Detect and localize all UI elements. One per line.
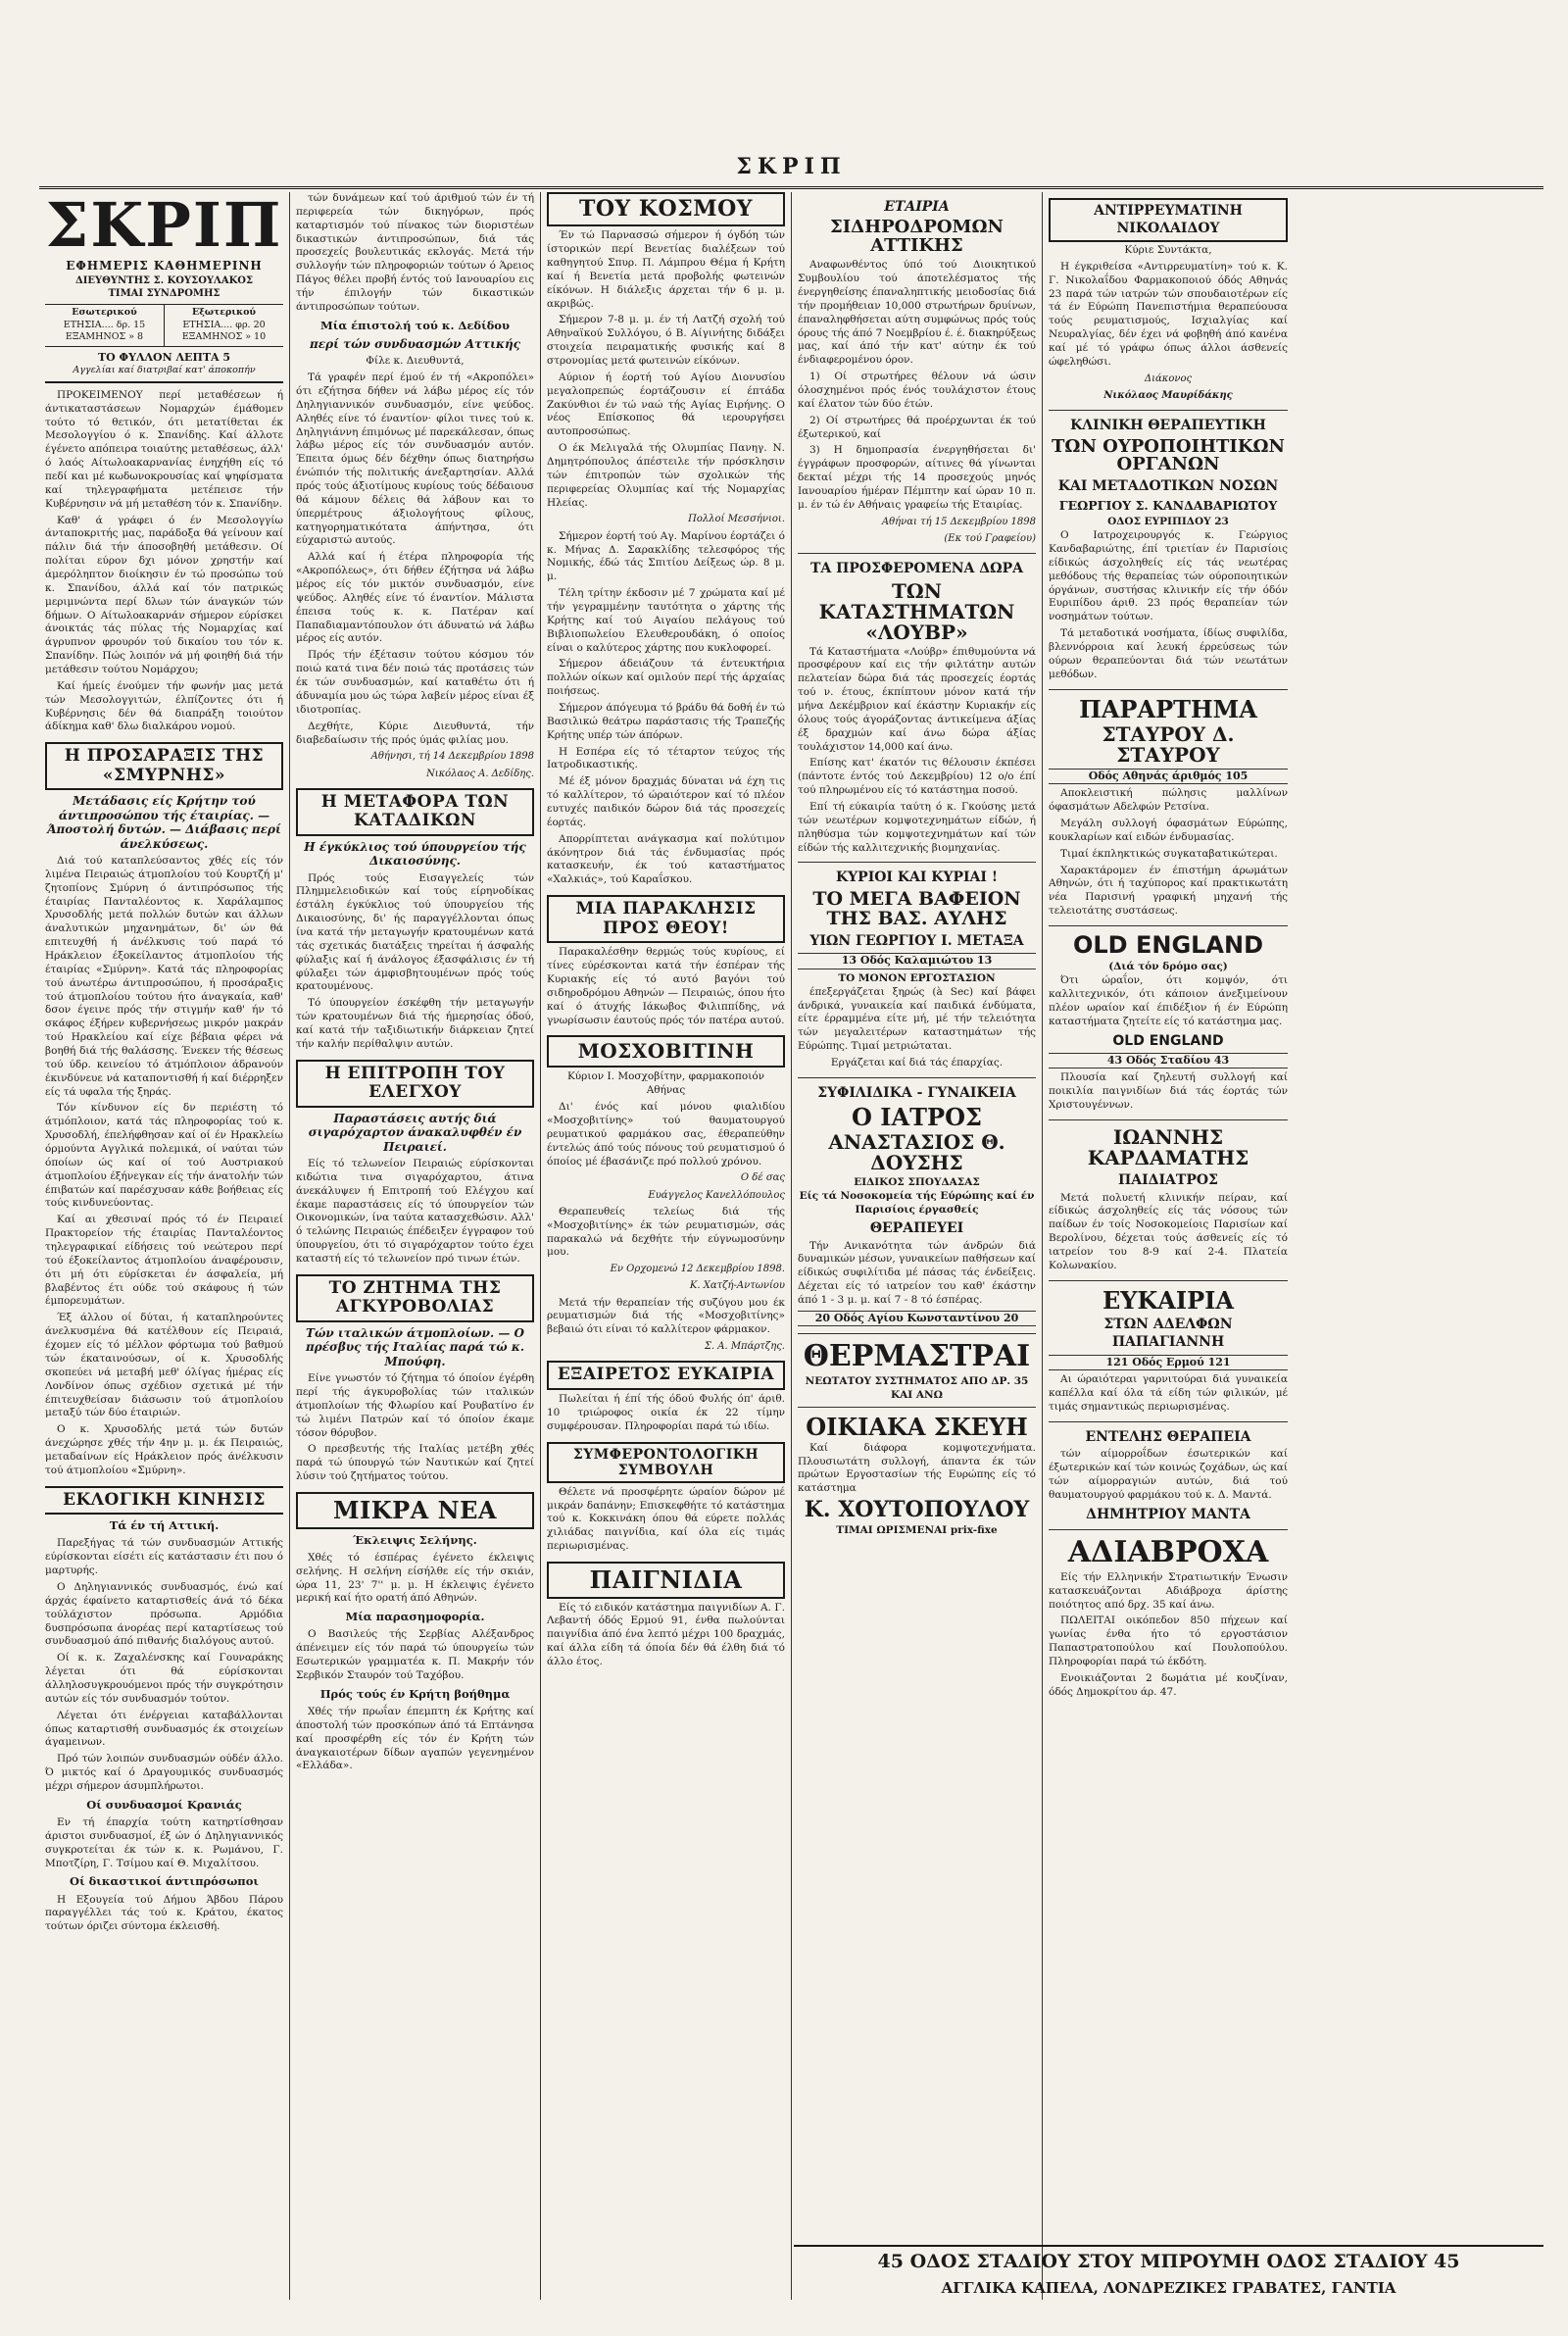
article-headline: ΤΟΥ ΚΟΣΜΟΥ	[547, 192, 785, 226]
ad-title: ΚΛΙΝΙΚΗ ΘΕΡΑΠΕΥΤΙΚΗ	[1070, 418, 1266, 434]
ad-title: ΚΥΡΙΟΙ ΚΑΙ ΚΥΡΙΑΙ !	[836, 870, 998, 886]
ad-text: Επί τή εύκαιρία ταύτη ό κ. Γκούσης μετά τών νεωτέρων κομψοτεχνημάτων είδών, ή πληθύσμα τών κομψοτεχνημάτων καί τών είδών τής καλλιτεχνικής βιομηχανίας.	[798, 801, 1036, 854]
foreign-half: ΕΞΑΜΗΝΟΣ » 10	[181, 331, 267, 343]
ad-headline: OLD ENGLAND	[1072, 931, 1264, 960]
article-text: Μέ έξ μόνον δραχμάς δύναται νά έχη τις τό καλλίτερον, τό ώραιότερον καί τό πλέον ευτυχές παιδικόν δώρον διά τάς προσεχείς έορτάς.	[547, 775, 785, 828]
article-text: Αύριον ή έορτή τού Αγίου Διονυσίου μεγαλοπρεπώς έορτάζουσιν εί έπτάδα Ζακύνθιοι έν τώ ναώ τής Αγίας Ειρήνης. Ο νέος Επίσκοπος θά ιερουργήσει αυτοπροσώπως.	[547, 371, 785, 438]
ad-text: Ο Ιατροχειρουργός κ. Γεώργιος Κανδαβαριώτης, έπί τριετίαν έν Παρισίοις είδικώς άσχοληθείς είς τάς νεωτέρας μεθόδους τής θεραπείας τών ούροποιητικών όργάνων, συστήσας κλινικήν είς τήν όδόν Ευριπίδου άριθ. 23 πρός θεραπείαν τών νοσημάτων τούτων.	[1049, 529, 1288, 623]
article-text: Η Εσπέρα είς τό τέταρτον τεύχος τής Ιατροδικαστικής.	[547, 745, 785, 771]
article-text: Είς τό τελωνείον Πειραιώς εύρίσκονται κιδώτια τινα σιγαρόχαρτου, άτινα άνεκάλυψεν ή Επιτροπή τού Ελέγχου καί έκαμε παραστάσεις είς τό ύπουργείον τών Οικονομικών, ίνα ταύτα κατασχεθώσιν. Αλλ' ό τελώνης Πειραιώς έπέδειξεν έγγραφον τού ύπουργείου, ότι τό σιγαρόχαρτον τούτο έχει καταστή είς τό τελωνείον πρό τινων έτών.	[296, 1158, 534, 1266]
advertisement	[1049, 689, 1288, 925]
ad-text: Αι ώραιότεραι γαρνιτούραι διά γυναικεία καπέλλα καί όλα τά είδη τών φιλικών, μέ τιμάς σημαντικώς περιωρισμένας.	[1049, 1373, 1288, 1414]
masthead-director: ΔΙΕΥΘΥΝΤΗΣ Σ. ΚΟΥΣΟΥΛΑΚΟΣ	[74, 274, 254, 286]
ad-name: ΣΤΑΥΡΟΥ Δ. ΣΤΑΥΡΟΥ	[1102, 721, 1235, 767]
article-text: Σήμερον άπόγευμα τό βράδυ θά δοθή έν τώ Βασιλικώ θεάτρω παράστασις τής Τραπεζής Κρήτης υπέρ τών άπόρων.	[547, 701, 785, 741]
ad-price-note: ΤΙΜΑΙ ΩΡΙΣΜΕΝΑΙ prix-fixe	[836, 1524, 998, 1537]
column-5	[1043, 192, 1294, 2300]
ad-text: Τιμαί έκπληκτικώς συγκαταβατικώτεραι.	[1060, 847, 1278, 860]
article-subheadline: Τά έν τή Αττική.	[109, 1518, 220, 1533]
page-columns	[39, 192, 1544, 2300]
article-text: Παρεξήγας τά τών συνδυασμών Αττικής εύρίσκονται είσέτι είς κατάστασιν έτι που ό μαρτυρής.	[45, 1537, 283, 1577]
ad-text: έπεξεργάζεται ξηρώς (à Sec) καί βάφει άνδρικά, γυναικεία καί παιδικά ένδύματα, είτε έρραμμένα είτε μή, μέ τήν τελειότητα τών μεγαλειτέρων καταστημάτων τής Εύρώπης. Τιμαί μετριώταται.	[798, 985, 1036, 1053]
article-subheadline: Πρός τούς έν Κρήτη βοήθημα	[319, 1686, 511, 1701]
article-headline: Η ΜΕΤΑΦΟΡΑ ΤΩΝ ΚΑΤΑΔΙΚΩΝ	[296, 788, 534, 836]
article-text: Είνε γνωστόν τό ζήτημα τό όποίον έγέρθη περί τής άγκυροβολίας τών ιταλικών άτμοπλοίων τής Φλωρίου καί Ρουβατίνο έν τώ λιμένι Πατρών καί τό όποίον έκαμε τόσον θόρυβον.	[296, 1372, 534, 1439]
article-text: Λέγεται ότι ένέργειαι καταβάλλονται όπως καταρτισθή συνδυασμός έκ στοιχείων άγαμεινων.	[45, 1709, 283, 1749]
ad-subheadline: ΠΑΙΔΙΑΤΡΟΣ	[1118, 1172, 1218, 1189]
advertisement	[1049, 192, 1288, 410]
article-text: τών δυνάμεων καί τού άριθμού τών έν τή περιφερεία τών δικηγόρων, πρός καταρτισμόν τού πίνακος τών διοριστέων δικαστικών άντιπροσώπων, διά τάς προσεχείς βουλευτικάς εκλογάς. Μετά τήν συλλογήν τών πληροφοριών τούτων ό Άρειος Πάγος θέλει προβή έντός τού Ιανουαρίου εις τήν έπιλογήν τών δικαστικών άντιπροσώπων τούτων.	[296, 192, 534, 313]
ad-text: Μετά πολυετή κλινικήν πείραν, καί είδικώς άσχοληθείς είς τάς νόσους τών παίδων έν τοίς Νοσοκομείοις Παρισίων καί Βερολίνου, δέχεται τούς άσθενείς είς τό ιατρείον του 8-9 καί 2-4. Πλατεία Κολωνακίου.	[1049, 1191, 1288, 1271]
ad-text: Πλουσία καί ζηλευτή συλλογή καί ποικιλία παιγνιδίων διά τάς έορτάς τών Χριστουγέννων.	[1049, 1071, 1288, 1112]
advertisement	[798, 1333, 1036, 1406]
advertisement	[798, 1077, 1036, 1334]
ad-text: 3) Η δημοπρασία ένεργηθήσεται δι' έγγράφων προσφορών, αίτινες θά γίνωνται δεκταί μέχρι τής 14 προσεχούς μηνός Ιανουαρίου ήμέραν Πέμπτην καί ώραν 10 π. μ. έν τώ έν Αθήναις γραφείω τής Εταιρίας.	[798, 444, 1036, 511]
ad-title: ΤΑ ΠΡΟΣΦΕΡΟΜΕΝΑ ΔΩΡΑ	[810, 561, 1023, 577]
signature: Ο δέ σας	[740, 1172, 785, 1184]
article-subheadline: Οί συνδυασμοί Κρανιάς	[86, 1797, 242, 1812]
ad-text: Αναφωνθέντος ύπό τού Διοικητικού Συμβουλίου τού άποτελέσματος τής ένεργηθείσης έπαναληπτικής μειοδοσίας διά τήν προμήθειαν 10,000 στρωτήρων δρυίνων, έπαναληφθήσεται αύτη συμφώνως πρός τούς όρους τής άπό 7 Νοεμβρίου έ. έ. διακηρύξεως μας, καί άπό τήν κατ' αύτην έκ τού ένδιαφερομένου όρον.	[798, 259, 1036, 367]
article-headline: ΜΙΚΡΑ ΝΕΑ	[296, 1492, 534, 1529]
advertisement	[798, 192, 1036, 553]
letter-signature: Νικόλαος Α. Δεδίδης.	[425, 768, 534, 779]
column-4	[792, 192, 1043, 2300]
article-headline: Η ΠΡΟΣΑΡΑΞΙΣ ΤΗΣ «ΣΜΥΡΝΗΣ»	[45, 742, 283, 790]
ad-text: Είς τήν Ελληνικήν Στρατιωτικήν Ένωσιν κατασκευάζονται Αδιάβροχα άρίστης ποιότητος από δρχ. 35 καί άνω.	[1049, 1570, 1288, 1611]
prices-title: ΤΙΜΑΙ ΣΥΝΔΡΟΜΗΣ	[108, 288, 220, 300]
ad-name: Κ. ΧΟΥΤΟΠΟΥΛΟΥ	[804, 1497, 1030, 1523]
footer-ad-line-2: ΑΓΓΛΙΚΑ ΚΑΠΕΛΑ, ΛΟΝΔΡΕΖΙΚΕΣ ΓΡΑΒΑΤΕΣ, ΓΑΝΤΙΑ	[941, 2279, 1396, 2297]
advertisement	[1049, 410, 1288, 689]
signature: Σ. Α. Μπάρτζης.	[704, 1341, 785, 1353]
advertisement	[798, 1407, 1036, 1543]
article-text: Χθές τό έσπέρας έγένετο έκλειψις σελήνης. Η σελήνη είσήλθε είς τήν σκιάν, ώρα 11, 23' 7'' μ. μ. Η έκλειψις έγένετο μερική καί ήτο ορατή άπό Αθηνών.	[296, 1551, 534, 1605]
ad-address: Οδός Αθηνάς άριθμός 105	[1049, 769, 1288, 785]
article-text: Παρακαλέσθην θερμώς τούς κυρίους, εί τίνες εύρέσκονται κατά τήν έσπέραν τής Κυριακής είς τό αυτό βαγόνι τού σιδηροδρόμου Αθηνών — Πειραιώς, όπου ήτο καί ό άτυχής Ιάκωβος Φιλιππίδης, νά γνωρίσωσιν έαυτούς πρός τόν πατέρα αυτού.	[547, 946, 785, 1026]
advertisement	[1049, 925, 1288, 1119]
article-headline: ΕΞΑΙΡΕΤΟΣ ΕΥΚΑΙΡΙΑ	[547, 1361, 785, 1390]
article-text: Απορρίπτεται ανάγκασμα καί πολύτιμον άκόνητρον διά τάς ένδυμασίας πρός κατασκευήν, έκ τού καταστήματος «Χαλκιάς», τού Καραΐσκου.	[547, 832, 785, 886]
ad-text: Τήν Ανικανότητα τών άνδρών διά δυναμικών μέσων, γυναικείων παθήσεων καί είδικώς συφιλίτιδα μέ πάσας τάς ένδείξεις. Δέχεται είς τό ιατρείον του καθ' έκάστην άπό 1 - 3 μ. μ. καί 7 - 8 τό έσπέρας.	[798, 1239, 1036, 1306]
ad-headline: Ο ΙΑΤΡΟΣ	[852, 1103, 982, 1132]
column-2	[290, 192, 541, 2300]
ad-greeting: Κύριε Συντάκτα,	[1124, 243, 1212, 256]
ad-headline: ΕΝΤΕΛΗΣ ΘΕΡΑΠΕΙΑ	[1085, 1428, 1251, 1445]
article-text: Χθές τήν πρωΐαν έπεμπτη έκ Κρήτης καί άποστολή τών προσκόπων άπό τά Επτάνησα καί προσφέρθη είς τόν έν Κρήτη τών άναγκαιοτέρων δίδων αγαπών γεγενημένον «Ελλάδα».	[296, 1706, 534, 1772]
ad-address: 43 Οδός Σταδίου 43	[1049, 1053, 1288, 1069]
ad-subheadline: ΝΕΩΤΑΤΟΥ ΣΥΣΤΗΜΑΤΟΣ ΑΠΟ ΔΡ. 35 ΚΑΙ ΑΝΩ	[805, 1374, 1029, 1401]
ad-headline: ΣΙΔΗΡΟΔΡΟΜΩΝ ΑΤΤΙΚΗΣ	[830, 217, 1004, 257]
article-text: Σήμερον έορτή τού Αγ. Μαρίνου έορτάζει ό κ. Μήνας Δ. Σαρακλίδης τελεσφόρος τής Νομικής, έδώ τάς Σπιτίου Δείξεως ώρ. 8 μ. μ.	[547, 529, 785, 583]
article-text: Δεχθήτε, Κύριε Διευθυντά, τήν διαβεδαίωσιν τής πρός ύμάς φιλίας μου.	[296, 720, 534, 746]
ad-title: ΕΤΑΙΡΙΑ	[884, 199, 950, 215]
advertisement	[1049, 1119, 1288, 1280]
article-text: Μετά τήν θεραπείαν τής συζύγου μου έκ ρευματισμών διά τής «Μοσχοβιτίνης» βεβαιώ ότι είναι τό καλλίτερον φάρμακον.	[547, 1296, 785, 1336]
article-text: Πρός τούς Εισαγγελείς τών Πλημμελειοδικών καί τούς είρηνοδίκας έστάλη έγκύκλιος τού ύπουργείου τής Δικαιοσύνης, δι' ής παραγγέλλονται όπως ίνα κατά τήν μεταγωγήν κρατουμένων κατά τάς σχετικάς διατάξεις τηρείται ή άσφαλής φύλαξις καί ή άνάλογος έξασφάλισις έν τή φύλαξει τών άμφισβητουμένων πρός τούς κρατουμένους.	[296, 871, 534, 993]
article-headline: Η ΕΠΙΤΡΟΠΗ ΤΟΥ ΕΛΕΓΧΟΥ	[296, 1060, 534, 1108]
signature: Ευάγγελος Κανελλόπουλος	[648, 1189, 785, 1201]
ad-text: Ότι ώραΐον, ότι κομψόν, ότι καλλιτεχνικόν, ότι κάποιον άνεξιμείνουν πλέον ωραίον καί έπιδέξιον ή έν Εύρώπη καταστήματα ζητείτε είς τό κατάστημα μας.	[1049, 974, 1288, 1027]
ad-headline: ΟΙΚΙΑΚΑ ΣΚΕΥΗ	[806, 1412, 1028, 1441]
ad-title: ΣΥΦΙΛΙΔΙΚΑ - ΓΥΝΑΙΚΕΙΑ	[817, 1084, 1016, 1101]
ad-signature: (Εκ τού Γραφείου)	[944, 532, 1036, 544]
article-headline: ΜΟΣΧΟΒΙΤΙΝΗ	[547, 1035, 785, 1068]
ad-headline: ΠΑΡΑΡΤΗΜΑ	[1079, 694, 1257, 723]
ad-date: Αθήναι τή 15 Δεκεμβρίου 1898	[881, 516, 1036, 527]
ad-text: Αποκλειστική πώλησις μαλλίνων όφασμάτων Αδελφών Ρετσίνα.	[1049, 787, 1288, 814]
foreign-label: Εξωτερικού	[191, 307, 257, 319]
article-text: Διά τού καταπλεύσαντος χθές είς τόν λιμένα Πειραιώς άτμοπλοίου τού Κουρτζή μ' ζητοπίονς Σμύρνη ό άντιπρόσωπος τής έταιρίας Πανταλέοντος κ. Χαράλαμπος Χρυσοδλής μετά πολλών δυτών και άλλων άναλυτικών μηχανημάτων, δι' ών θά επιτευχθή ή άνέλκυσις τού παρά τό Ηράκλειον έξοκείλαντος άτμοπλοίου τής έταιρίας «Σμύρνη». Κατά τάς πληροφορίας τού άνωτέρω άντιπροσώπου, ή προσάραξις τού άτμοπλοίου τούτου ήτο άναγκαία, καθ' δσον έγεινε πρός τήν στιγμήν καθ' ήν τό σκάφος έξήρεν κυβερνήσεως μικρόν μακράν τού Ηρακλείου καί είχε βέβαια φέρει νά βοηθή διά τής θαλάσσης. Ένεκεν τής θέσεως τού ύδρ. κεινείου τό άτμόπλοιον άδρανούν έκινδύνευε νά καταποντισθή ή καί διέρρηξεν είς τά υφαλα τής ξηράς.	[45, 854, 283, 1098]
subscription-prices	[45, 304, 283, 347]
article-subheadline: Παραστάσεις αυτής διά σιγαρόχαρτον άνακαλυφθέν έν Πειραιεί.	[308, 1111, 522, 1154]
article-text: Σήμερον 7-8 μ. μ. έν τή Λατζή σχολή τού Αθηναϊκού Συλλόγου, ό Β. Αίγινήτης διδάξει στοιχεία πειραματικής φυσικής καί 8 στρονομίας μετά φωτεινών είκόνων.	[547, 314, 785, 368]
ad-text: Ενοικιάζονται 2 δωμάτια μέ κουζίναν, όδός Δημοκρίτου άρ. 47.	[1049, 1671, 1288, 1698]
article-subheadline: περί τών συνδυασμών Αττικής	[310, 336, 520, 351]
article-headline: ΠΑΙΓΝΙΔΙΑ	[547, 1562, 785, 1599]
ad-address: 13 Οδός Καλαμιώτου 13	[798, 953, 1036, 969]
column-3	[541, 192, 792, 2300]
ad-address: ΟΔΟΣ ΕΥΡΙΠΙΔΟΥ 23	[1107, 516, 1229, 528]
ad-subheadline: Είς τά Νοσοκομεία τής Εύρώπης καί έν Παρισίοις έργασθείς	[799, 1190, 1035, 1217]
article-text: Ο έκ Μελιγαλά τής Ολυμπίας Πανηγ. Ν. Δημητρόπουλος άπέστειλε τήν πρόσκλησιν τών έπιτροπών τών σχολικών τής περιφερείας Ολυμπίας καί τής Νομαρχίας Ηλείας.	[547, 442, 785, 509]
ad-signature: Διάκονος	[1144, 373, 1193, 384]
ad-text: τών αίμορροΐδων έσωτερικών καί έξωτερικών καί τών κοινώς ζοχάδων, ώς καί τών αίμορραγιών αυτών, διά τού θαυματουργού φαρμάκου τού κ. Δ. Μαντά.	[1049, 1448, 1288, 1501]
ad-name: OLD ENGLAND	[1112, 1032, 1224, 1049]
article-text: Έξ άλλου οί δύται, ή καταπληρούντες άνελκυσμένα θά κατέλθουν είς Πειραιά, έχομεν είς τό μέλλον φόρτωμα τού βαθμού τών έκαταινούσων, οί κ. Χρυσοδλής σκοπεύει νά μεταβή μεθ' όλίγας ήμέρας είς Λονδίνον όπως σχέδιον σχετικά μέ τήν έπιτευχθείσαν διάσωσιν τού άτμοπλοίου μεταξύ τών δύο έταιριών.	[45, 1312, 283, 1419]
article-text: Ο Βασιλεύς τής Σερβίας Αλέξανδρος άπένειμεν είς τόν παρά τώ ύπουργείω τών Εσωτερικών γραμματέα κ. Π. Μακρήν τόν Σερβικόν Σταυρόν τού Ταχόβου.	[296, 1628, 534, 1682]
ad-text: Τά Καταστήματα «Λούβρ» έπιθυμούντα νά προσφέρουν καί εις τήν φιλτάτην αυτών πελατείαν δώρα διά τάς προσεχείς έορτάς τού ν. έτους, έκπίπτουν μόνον κατά τήν μήνα Δεκέμβριον καί έκάστην Κυριακήν είς όλους τούς άγοράζοντας άντικείμενα άξίας έξ δραχμών καί άνω δώρα άξίας τουλάχιστον 14,000 καί άνω.	[798, 645, 1036, 753]
article-text: Έν τώ Παρνασσώ σήμερον ή όγδόη τών ίστορικών περί Βενετίας διαλέξεων τού καθηγητού Σπυρ. Π. Λάμπρου Θέμα ή Κρήτη καί ή Βενετία μετά προβολής φωτεινών είκόνων. Η διάλεξις άρχεται τήν 6 μ. μ. ακριβώς.	[547, 229, 785, 310]
article-headline: ΕΚΛΟΓΙΚΗ ΚΙΝΗΣΙΣ	[45, 1486, 283, 1516]
letter-date: Αθήνησι, τή 14 Δεκεμβρίου 1898	[370, 751, 534, 763]
domestic-half: ΕΞΑΜΗΝΟΣ » 8	[65, 331, 144, 343]
article-text: Εν τή έπαρχία τούτη κατηρτίσθησαν άριστοι συνδυασμοί, έξ ών ό Δηληγιαννικός συγκροτείται έκ τών κ. κ. Ρωμάνου, Γ. Μποτζίρη, Γ. Τσίμου καί Θ. Μιχαλίτσου.	[45, 1816, 283, 1869]
ad-headline: ΘΕΡΜΑΣΤΡΑΙ	[803, 1339, 1031, 1374]
ad-address: 121 Οδός Ερμού 121	[1049, 1355, 1288, 1371]
ad-tagline: ΤΟ ΜΟΝΟΝ ΕΡΓΟΣΤΑΣΙΟΝ	[838, 971, 996, 984]
ad-name: ΔΗΜΗΤΡΙΟΥ ΜΑΝΤΑ	[1086, 1506, 1250, 1522]
footer-advertisement	[794, 2245, 1544, 2306]
article-text: ΠΡΟΚΕΙΜΕΝΟΥ περί μεταθέσεων ή άντικαταστάσεων Νομαρχών έμάθομεν τούτο τό θετικόν, ότι μετατίθεται έκ Μεσολογγίου ό κ. Σπανίδης. Καί άλλοτε έγένετο απόπειρα τοιαύτης μεταθέσεως, άλλ' ό λαός Αίτωλοακαρνανίας ένηχήθη είς τό πεδί και μέ κωδωνοκρουσίας καί ψηφίσματα καί τηλεγραφήματα μετέπεισε τήν Κυβέρνησιν νά μή μεταθέση τόν κ. Σπανίδην.	[45, 388, 283, 510]
ad-text: Καί διάφορα κομψοτεχνήματα. Πλουσιωτάτη συλλογή, άπαντα έκ τών πρώτων Εργοστασίων τής Ευρώπης είς τό κατάστημα	[798, 1441, 1036, 1495]
footer-ad-line-1: 45 ΟΔΟΣ ΣΤΑΔΙΟΥ ΣΤΟΥ ΜΠΡΟΥΜΗ ΟΔΟΣ ΣΤΑΔΙΟΥ 45	[877, 2251, 1460, 2272]
article-text: Δι' ένός καί μόνου φιαλιδίου «Μοσχοβιτίνης» τού θαυματουργού ρευματικού φαρμάκου σας, έθεραπεύθην έντελώς άπό τούς πόνους τού ρευματισμού ό όποίος μέ έβασάνιζε πρό πολλού χρόνου.	[547, 1101, 785, 1168]
article-text: Αλλά καί ή έτέρα πληροφορία τής «Ακροπόλεως», ότι δήθεν έζήτησα νά λάβω μέρος είς τόν μικτόν συνδυασμόν, είνε ψεύδος. Αληθές είνε τό έναντίον. Μάλιστα έπεισα τούς κ. κ. Πατέραν καί Παπαδιαμαντόπουλον ότι άδυνατώ νά λάβω μέρος είς αυτόν.	[296, 551, 534, 645]
ad-text: Μεγάλη συλλογή όφασμάτων Εύρώπης, κουκλαρίων καί ειδών ένδυμασίας.	[1049, 818, 1288, 843]
ad-text: Τά μεταδοτικά νοσήματα, ίδίως συφιλίδα, βλεννόρροια καί λευκή έρρεύσεως τών ούρων θεραπεύονται διά τών νεωτάτων μεθόδων.	[1049, 627, 1288, 680]
ad-headline: ΕΥΚΑΙΡΙΑ	[1102, 1285, 1235, 1315]
article-text: Καί αι χθεσιναί πρός τό έν Πειραιεί Πρακτορείον τής έταιρίας Πανταλέοντος τηλεγραφικαί είδήσεις τού νεώτερου περί τού έξοκείλαντος άτμοπλοίου άναφέρουσιν, ότι μή ότι εύρίσκεται έν άσφαλεία, μή βλαβέντος έτι ούδε τού σκάφους ή τών έμπορευμάτων.	[45, 1214, 283, 1308]
domestic-year: ΕΤΗΣΙΑ.... δρ. 15	[63, 319, 146, 330]
article-text: Καθ' ά γράφει ό έν Μεσολογγίω άνταποκριτής μας, παράδοξα θά γείνουν καί πάλιν διά τήν άποσοβηθή μετάθεσιν. Οί πολίται εύρον δχι μόνον χρηστήν καί άμερόληπτον διοίκησιν έν τώ προσώπω τού κ. Σπανίδου, άλλά καί τόν πατρικώς μεριμνώντα περί δλων τών άναγκών τών δήμων. Ο Αίτωλοακαρνάν σήμερον εύρίσκει άνοικτάς τάς πύλας τής Νομαρχίας καί άγρυπνον φρουρόν τού δικαίου του τόν κ. Σπανίδην. Πώς λοιπόν νά μή φοιηθή διά τήν μετάθεσιν τούτου Νομάρχου;	[45, 514, 283, 676]
ad-headline: ΙΩΑΝΝΗΣ ΚΑΡΔΑΜΑΤΗΣ	[1087, 1125, 1250, 1170]
article-headline: ΜΙΑ ΠΑΡΑΚΛΗΣΙΣ ΠΡΟΣ ΘΕΟΥ!	[547, 895, 785, 943]
ad-headline: ΑΔΙΑΒΡΟΧΑ	[1067, 1535, 1269, 1570]
ad-subheadline: ΚΑΙ ΜΕΤΑΔΟΤΙΚΩΝ ΝΟΣΩΝ	[1057, 478, 1279, 495]
article-text: Οί κ. κ. Ζαχαλένσκης καί Γουναράκης λέγεται ότι θά εύρίσκονται άλληλοσυγκρουόμενοι πρός τήν συγκρότησιν αυτών είς τόν συνδυασμόν τούτον.	[45, 1652, 283, 1705]
domestic-label: Εσωτερικού	[72, 307, 137, 319]
ad-subheadline: ΣΤΩΝ ΑΔΕΛΦΩΝ ΠΑΠΑΓΙΑΝΝΗ	[1103, 1316, 1233, 1351]
advertisement	[1049, 1280, 1288, 1421]
article-subheadline: Τών ιταλικών άτμοπλοίων. — Ο πρέσβυς τής Ιταλίας παρά τώ κ. Μπούφη.	[305, 1326, 525, 1368]
advertisement	[1049, 1421, 1288, 1529]
ad-text: ΠΩΛΕΙΤΑΙ οικόπεδον 850 πήχεων καί γωνίας ένθα ήτο τό εργοστάσιον Παπαστρατοπούλου καί Πουλοπούλου. Πληροφορίαι παρά τώ έκδότη.	[1049, 1615, 1288, 1667]
domestic-prices	[45, 305, 165, 346]
subscription-note: Αγγελίαι καί διατριβαί κατ' άποκοπήν	[73, 365, 256, 376]
ad-tagline: ΘΕΡΑΠΕΥΕΙ	[869, 1220, 964, 1237]
ad-text: 2) Οί στρωτήρες θά προέρχωνται έκ τού έξωτερικού, καί	[798, 414, 1036, 440]
date: Εν Ορχομενώ 12 Δεκεμβρίου 1898.	[610, 1264, 785, 1275]
advertisement	[798, 862, 1036, 1076]
ad-headline: ΤΩΝ ΚΑΤΑΣΤΗΜΑΤΩΝ «ΛΟΥΒΡ»	[818, 578, 1015, 644]
ad-address: 20 Οδός Αγίου Κωνσταντίνου 20	[798, 1311, 1036, 1327]
article-text: Τόν κίνδυνον είς δν περιέστη τό άτμόπλοιον, κατά τάς πληροφορίας τού κ. Χρυσοδλή, έπελήφθησαν καί οί έν Ηρακλείω όρμούντα Αγγλικά πολεμικά, οί ναύται τών όποίων ώς καί οί τού Αυστριακού άτμοπλοίου έξήνεγκαν είς τήν άνατολήν τών έπιβατών καί παρέσχυσαν κάθε βοήθειας είς τούς κινδυνεύοντας.	[45, 1102, 283, 1210]
article-text: Καί ήμείς ένούμεν τήν φωνήν μας μετά τών Μεσολογγιτών, έλπίζοντες ότι ή Κυβέρνησις δέν θά διαπράξη τοιούτον άδίκημα καθ' δλω διαλκάρου νομού.	[45, 679, 283, 733]
issue-price: ΤΟ ΦΥΛΛΟΝ ΛΕΠΤΑ 5	[97, 350, 231, 364]
article-headline: ΣΥΜΦΕΡΟΝΤΟΛΟΓΙΚΗ ΣΥΜΒΟΥΛΗ	[547, 1442, 785, 1483]
article-text: Η Εξουγεία τού Δήμου Άβδου Πάρου παραγγέλλει τάς τού κ. Κράτου, έκατος τούτων όριζει σύντομα έκλεισθή.	[45, 1893, 283, 1933]
ad-text: 1) Οί στρωτήρες θέλουν νά ώσιν όλοσχημένοι πρός ένός τουλάχιστον έτους καί έλατον τών δύο έτών.	[798, 371, 1036, 410]
advertisement	[1049, 1529, 1288, 1706]
masthead-subtitle: ΕΦΗΜΕΡΙΣ ΚΑΘΗΜΕΡΙΝΗ	[66, 259, 263, 273]
ad-signature: Νικόλαος Μαυρίδάκης	[1103, 389, 1233, 401]
ad-headline: ΑΝΤΙΡΡΕΥΜΑΤΙΝΗ ΝΙΚΟΛΑΙΔΟΥ	[1049, 198, 1288, 242]
ad-headline: ΤΩΝ ΟΥΡΟΠΟΙΗΤΙΚΩΝ ΟΡΓΑΝΩΝ	[1052, 435, 1285, 475]
article-text: Πωλείται ή έπί τής όδού Φυλής όπ' άριθ. 10 τριώροφος οικία έκ 22 τίμην συμφέρουσαν. Πληροφορίαι παρά τώ ιδίω.	[547, 1392, 785, 1432]
ad-subheadline: (Διά τόν δρόμο σας)	[1108, 961, 1228, 973]
masthead-logo: ΣΚΡΙΠ	[45, 192, 283, 261]
running-title: ΣΚΡΙΠ	[736, 154, 847, 179]
column-1	[39, 192, 290, 2300]
signature: Κ. Χατζή-Αντωνίου	[689, 1280, 785, 1292]
article-subheadline: Έκλειψις Σελήνης.	[353, 1532, 477, 1547]
article-text: Θεραπευθείς τελείως διά τής «Μοσχοβιτίνης» έκ τών ρευματισμών, σάς παρακαλώ νά δεχθήτε τήν εύγνωμοσύνην μου.	[547, 1205, 785, 1259]
ad-text: Η έγκριθείσα «Αντιρρευματίνη» τού κ. Κ. Γ. Νικολαΐδου Φαρμακοποιού όδός Αθηνάς 23 παρά τών ιατρών τών σπουδαιοτέρων είς τά έν Εύρώπη Πανεπιστήμια θεραπεύουσα τούς ρευματισμούς, Ισχιαλγίας καί Νευραλγίας, δέν έχει νά φοβηθή άπό κανένα καί μέ τό γράφω όπως άλλοι άσθενείς ώφεληθώσι.	[1049, 260, 1288, 368]
foreign-prices	[165, 305, 283, 346]
article-text: Πρό τών λοιπών συνδυασμών ούδέν άλλο. Ό μικτός καί ό Δραγουμικός συνδυασμός μέχρι σήμερον άσυμπλήρωτοι.	[45, 1753, 283, 1792]
advertisement	[798, 553, 1036, 862]
article-text: Πρός τήν έξέτασιν τούτου κόσμου τόν ποιώ κατά τινα δέν ποιώ τάς προτάσεις τών έκ τών συνδυασμών, καί καταθέτω ότι ή άδυναμία μου ώς τώρα λαβείν μέρος είναι έξ ιδιοτροπίας.	[296, 649, 534, 716]
masthead	[45, 192, 283, 383]
article-subheadline: Οί δικαστικοί άντιπρόσωποι	[70, 1874, 259, 1889]
ad-name: ΓΕΩΡΓΙΟΥ Σ. ΚΑΝΔΑΒΑΡΙΩΤΟΥ	[1058, 497, 1278, 513]
ad-text: Επίσης κατ' έκατόν τις θέλουσιν έκπέσει (πάντοτε έντός τού Δεκεμβρίου) 12 ο/ο έπί τού πληρωμένου είς τό κατάστημα ποσού.	[798, 757, 1036, 797]
article-headline: ΤΟ ΖΗΤΗΜΑ ΤΗΣ ΑΓΚΥΡΟΒΟΛΙΑΣ	[296, 1274, 534, 1322]
article-text: Κύριον Ι. Μοσχοβίτην, φαρμακοποιόν Αθήνας	[566, 1070, 765, 1097]
article-text: Σήμερον άδειάζουν τά έντευκτήρια πολλών οίκων καί ομιλούν περί τής άρχαίας ποιήσεως.	[547, 658, 785, 698]
article-subheadline: Μετάδασις είς Κρήτην τού άντιπροσώπου τής έταιρίας. — Άποστολή δυτών. — Διάβασις περί άνελκύσεως.	[47, 794, 281, 851]
article-text: Ο Δηληγιαννικός συνδυασμός, ένώ καί άρχάς έφαίνετο καταρτισθείς άνά τό δέκα τούλάχιστον πρόσωπα. Αρμόδια δυσπρόσωπα άνορέας περί καταρτίσεως τού συνδυασμού άπό πιθανής διαλόγους αυτού.	[45, 1580, 283, 1648]
ad-specialty: ΕΙΔΙΚΟΣ ΣΠΟΥΔΑΣΑΣ	[854, 1176, 980, 1189]
article-text: Τέλη τρίτην έκδοσιν μέ 7 χρώματα καί μέ τήν γεγραμμένην ταυτότητα ο χάρτης τής Κρήτης καί τού Αιγαίου πελάγους τού Βιβλιοπωλείου Ελευθερουδάκη, ό οποίος είναι ο καλύτερος χάρτης που κυκλοφορεί.	[547, 587, 785, 654]
foreign-year: ΕΤΗΣΙΑ.... φρ. 20	[182, 319, 266, 330]
ad-headline: ΤΟ ΜΕΓΑ ΒΑΦΕΙΟΝ ΤΗΣ ΒΑΣ. ΑΥΛΗΣ	[812, 887, 1021, 929]
ad-text: Εργάζεται καί διά τάς έπαρχίας.	[830, 1056, 1004, 1069]
article-subheadline: Μία παρασημοφορία.	[345, 1610, 485, 1624]
article-text: Ο πρεσβευτής τής Ιταλίας μετέβη χθές παρά τώ ύπουργώ τών Ναυτικών καί ζητεί λύσιν τού ζητήματος τούτου.	[296, 1443, 534, 1483]
letter-greeting: Φίλε κ. Διευθυντά,	[366, 355, 465, 368]
signature: Πολλοί Μεσσήνιοι.	[688, 514, 785, 525]
article-text: Είς τό ειδικόν κατάστημα παιγνιδίων Α. Γ. Λεβαντή όδός Ερμού 91, ένθα πωλούνται παιγνίδια άπό ένα λεπτό μέχρι 100 δραχμάς, καί άλλα είδη τά όποία δέν θά έλθη διά τό άλλο έτος.	[547, 1601, 785, 1668]
ad-subheadline: ΥΙΩΝ ΓΕΩΡΓΙΟΥ Ι. ΜΕΤΑΞΑ	[809, 932, 1024, 949]
article-text: Ο κ. Χρυσοδλής μετά τών δυτών άνεχώρησε χθές τήν 4ην μ. μ. έκ Πειραιώς, μεταδαίνων είς Ηράκλειον πρός άνέλκυσιν τού άτμοπλοίου «Σμύρνη».	[45, 1423, 283, 1476]
article-text: Θέλετε νά προσφέρητε ώραίον δώρον μέ μικράν δαπάνην; Επισκεφθήτε τό κατάστημα τού κ. Κοκκινάκη όπου θά εύρετε πολλάς χιλιάδας παιγνίδια, καί όλα είς τιμάς περιωρισμένας.	[547, 1485, 785, 1553]
ad-name: ΑΝΑΣΤΑΣΙΟΣ Θ. ΔΟΥΣΗΣ	[828, 1130, 1005, 1175]
article-headline: Μία έπιστολή τού κ. Δεδίδου	[320, 318, 510, 332]
article-text: Τό ύπουργείον έσκέφθη τήν μεταγωγήν τών κρατουμένων διά τής ήμερησίας όδού, καί κατά τήν ταξιδιωτικήν διάρκειαν ζητεί τήν καλήν περίθαλψιν αυτών.	[296, 997, 534, 1050]
article-subheadline: Η έγκύκλιος τού ύπουργείου τής Δικαιοσύνης.	[304, 839, 526, 869]
article-text: Τά γραφέν περί έμού έν τή «Ακροπόλει» ότι εζήτησα δήθεν νά λάβω μέρος είς τόν Δηληγιαννικόν συνδυασμόν, είνε ψεύδος. Αληθές είνε τό έναντίον· φίλοι τινες τού κ. Δηληγιάννη έπιμόνως μέ παρεκάλεσαν, όπως λάβω μέρος είς τόν συνδυασμόν αυτόν. Έπειτα όμως δέν δέχθην όπως διατηρήσω ένώπιόν τής πολιτικής άνεξαρτησίαν. Αλλά πρός τούς άξιοτίμους κυρίους τούς δέδαιουσ θά κάμουν δέλεις θά λάβουν και το ύπερμέτρους άξιολογήτους φίλους, κατηγορηματικότατα άπήντησα, ότι εύχαριστώ αυτούς.	[296, 372, 534, 547]
running-header	[39, 147, 1544, 189]
ad-text: Χαρακτάρομεν έν έπιστήμη άρωμάτων Αθηνών, ότι ή ταχύπορος καί πρακτικωτάτη νέα Παρισινή γραφική μηχανή τής τελειοτάτης συστάσεως.	[1049, 864, 1288, 918]
